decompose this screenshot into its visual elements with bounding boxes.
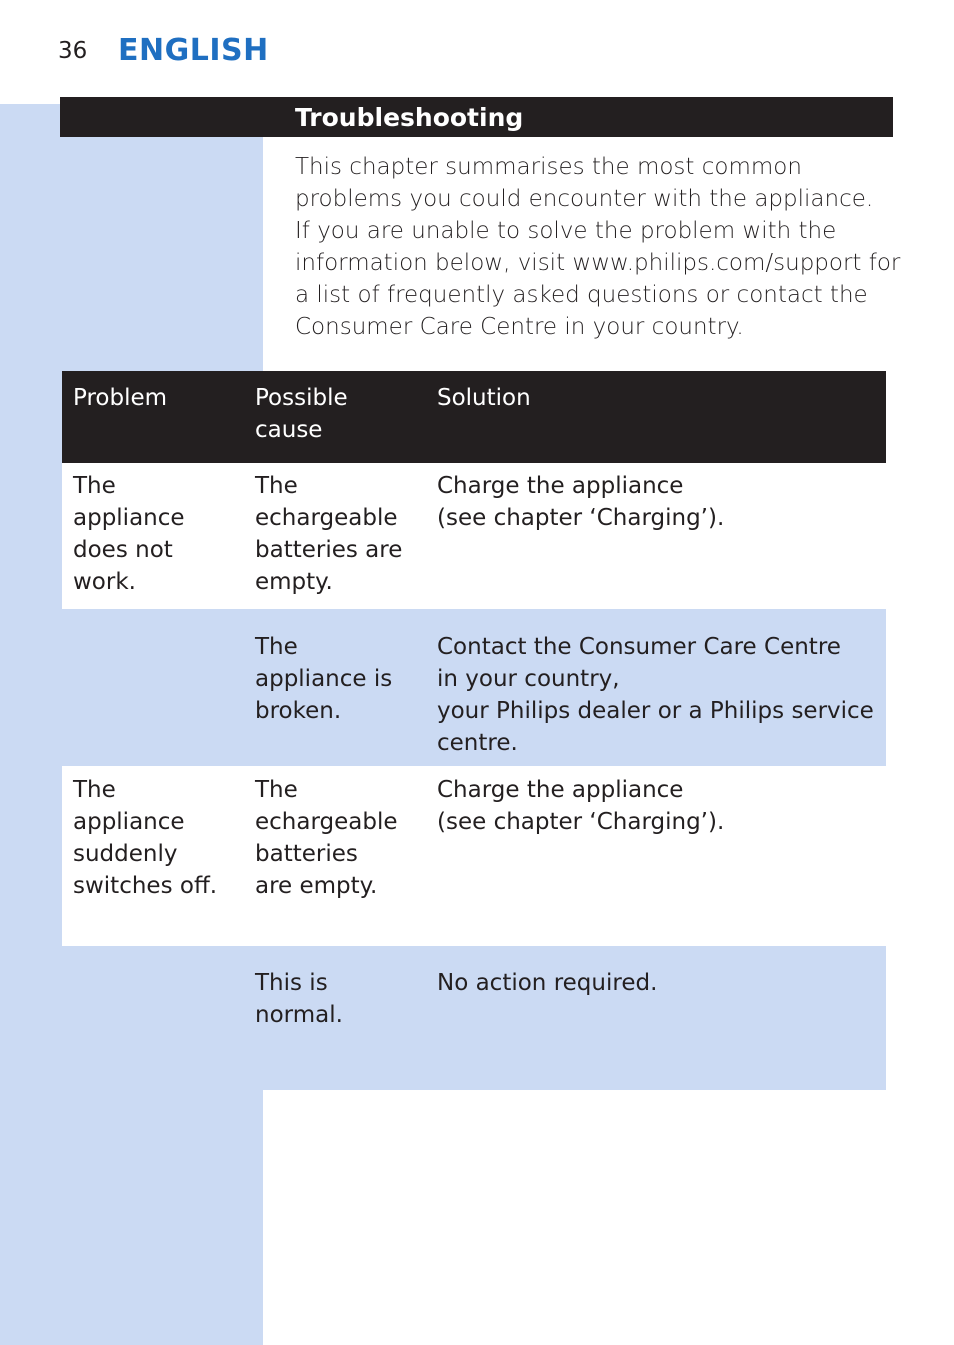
table-row [62,609,886,766]
intro-line: This chapter summarises the most common [295,154,802,180]
cell-text: are empty. [255,873,378,899]
cell-text: switches off. [73,873,218,899]
cell-text: Charge the appliance [437,473,684,499]
header-cause [255,382,425,446]
cell-text: (see chapter ‘Charging’). [437,505,725,531]
header-cause-label: cause [255,417,323,443]
intro-line: Consumer Care Centre in your country. [295,314,744,340]
table-row [62,946,886,1090]
solution-cell [437,631,877,759]
intro-line: problems you could encounter with the appliance. [295,186,874,212]
cell-text: Contact the Consumer Care Centre [437,634,841,660]
cell-text: suddenly [73,841,178,867]
cell-text: empty. [255,569,333,595]
cell-text: batteries are [255,537,403,563]
cause-cell [255,470,425,598]
cell-text: echargeable [255,809,398,835]
cell-text: batteries [255,841,358,867]
cell-text: your Philips dealer or a Philips service [437,698,874,724]
table-row [62,463,886,609]
intro-paragraph [295,151,905,343]
header-cause-label: Possible [255,385,348,411]
cell-text: does not [73,537,173,563]
page-number: 36 [58,38,88,64]
language-heading: ENGLISH [118,33,269,68]
cell-text: in your country, [437,666,620,692]
header-solution [437,382,877,414]
cell-text: No action required. [437,970,658,996]
cell-text: work. [73,569,136,595]
intro-line: If you are unable to solve the problem with the [295,218,837,244]
problem-cell [73,470,243,598]
intro-line: information below, visit www.philips.com/support for [295,250,901,276]
cell-text: appliance [73,505,185,531]
cell-text: The [255,777,298,803]
section-header-bar [60,97,893,137]
cell-text: The [73,777,116,803]
cell-text: This is [255,970,328,996]
header-solution-label: Solution [437,385,531,411]
solution-cell [437,470,877,534]
cell-text: centre. [437,730,518,756]
cell-text: The [73,473,116,499]
cell-text: (see chapter ‘Charging’). [437,809,725,835]
header-problem [73,382,243,414]
section-title: Troubleshooting [295,103,524,132]
troubleshooting-table [62,371,886,1090]
cause-cell [255,967,425,1031]
solution-cell [437,774,877,838]
cell-text: appliance [73,809,185,835]
cell-text: appliance is [255,666,393,692]
table-header-row [62,371,886,463]
cell-text: The [255,634,298,660]
header-problem-label: Problem [73,385,168,411]
cell-text: broken. [255,698,342,724]
cell-text: Charge the appliance [437,777,684,803]
cell-text: The [255,473,298,499]
cell-text: echargeable [255,505,398,531]
solution-cell [437,967,877,999]
intro-line: a list of frequently asked questions or contact the [295,282,868,308]
cause-cell [255,774,425,902]
cell-text: normal. [255,1002,343,1028]
problem-cell [73,774,243,902]
cause-cell [255,631,425,727]
table-row [62,766,886,946]
